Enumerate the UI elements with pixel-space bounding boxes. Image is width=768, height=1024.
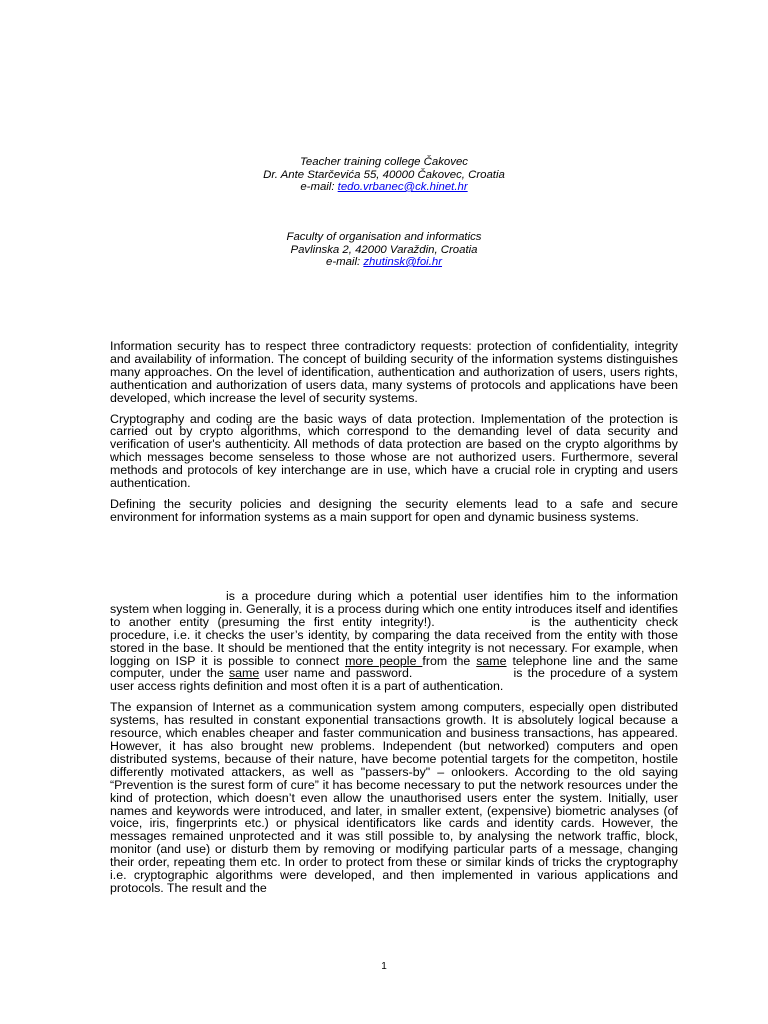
identification-text: is a procedure during which a potential user identifies him to the information system when logging in. Generally, it is a process during which one entity introduces itself and identifies to another entity (presuming the first entity integrity!). — [110, 589, 678, 629]
underlined-more-people: more people — [345, 653, 423, 668]
telephone-text: telephone line and the same computer, under the — [110, 653, 679, 681]
email-link-1[interactable]: tedo.vrbanec@ck.hinet.hr — [337, 181, 468, 193]
email-prefix: e-mail: — [300, 181, 338, 193]
affiliation-institution: Teacher training college Čakovec — [299, 156, 468, 168]
authorization-text: is the procedure of a system user access rights definition and most often it is a part of authentication. — [110, 666, 678, 694]
abstract-section — [110, 340, 678, 532]
internet-paragraph: The expansion of Internet as a communication system among computers, especially open distributed systems, has resulted in constant exponential transactions growth. It is absolutely logical because a resource, which enables cheaper and faster communication and business transactions, has appeared. However, it has also brought new problems. Independent (but networked) computers and open distributed systems, because of their nature, have become potential targets for the competiton, hostile differently motivated attackers, as well as "passers-by" – onlookers. According to the old saying “Prevention is the surest form of cure” it has become necessary to put the network resources under the kind of protection, which doesn’t even allow the unauthorised users enter the system. Initially, user names and keywords were introduced, and later, in smaller extent, (expensive) biometric analyses (of voice, iris, fingerprints etc.) or physical identificators like cards and identity cards. However, the messages remained unprotected and it was still possible to, by analysing the network traffic, block, monitor (and use) or disturb them by removing or modifying particular parts of a message, changing their order, repeating them etc. In order to protect from these or similar kinds of tricks the cryptography i.e. cryptographic algorithms were developed, and then implemented in various applications and protocols. The result and the — [110, 700, 678, 895]
user-name-text: user name and password. — [264, 666, 413, 681]
affiliation-address: Pavlinska 2, 42000 Varaždin, Croatia — [290, 243, 478, 256]
abstract-paragraph-1: Information security has to respect three contradictory requests: protection of confidentiality, integrity and availability of information. The concept of building security of the information systems distinguishes many approaches. On the level of identification, authentication and authorization of users, users rights, authentication and authorization of users data, many systems of protocols and applications have been developed, which increase the level of security systems. — [110, 339, 678, 405]
affiliation-email-line — [0, 181, 768, 194]
page-number: 1 — [381, 961, 387, 972]
from-the-text: from the — [422, 653, 471, 668]
authentication-text: is the authenticity check procedure, i.e. it checks the user’s identity, by comparing the data received from the entity with those stored in the base. It should be mentioned that the entity integrity is not necessary. For example, when logging on ISP it is possible to connect — [110, 614, 678, 668]
email-link-2[interactable]: zhutinsk@foi.hr — [363, 256, 443, 268]
abstract-paragraph-2: Cryptography and coding are the basic ways of data protection. Implementation of the protection is carried out by crypto algorithms, which correspond to the demanding level of data security and verification of user's authenticity. All methods of data protection are based on the crypto algorithms by which messages become senseless to those whose are not authorized users. Furthermore, several methods and protocols of key interchange are in use, which have a crucial role in crypting and users authentication. — [110, 411, 678, 491]
affiliation-address: Dr. Ante Starčevića 55, 40000 Čakovec, Croatia — [263, 168, 505, 181]
email-prefix: e-mail: — [325, 256, 364, 268]
affiliation-1 — [0, 156, 768, 194]
affiliation-email-line — [0, 256, 768, 269]
underlined-same-2: same — [228, 666, 260, 681]
affiliation-2 — [0, 231, 768, 269]
affiliation-institution: Faculty of organisation and informatics — [286, 231, 482, 243]
definitions-paragraph — [110, 590, 678, 693]
underlined-same-1: same — [476, 653, 507, 668]
abstract-paragraph-3: Defining the security policies and designing the security elements lead to a safe and secure environment for information systems as a main support for open and dynamic business systems. — [110, 496, 678, 524]
introduction-section — [110, 590, 678, 903]
